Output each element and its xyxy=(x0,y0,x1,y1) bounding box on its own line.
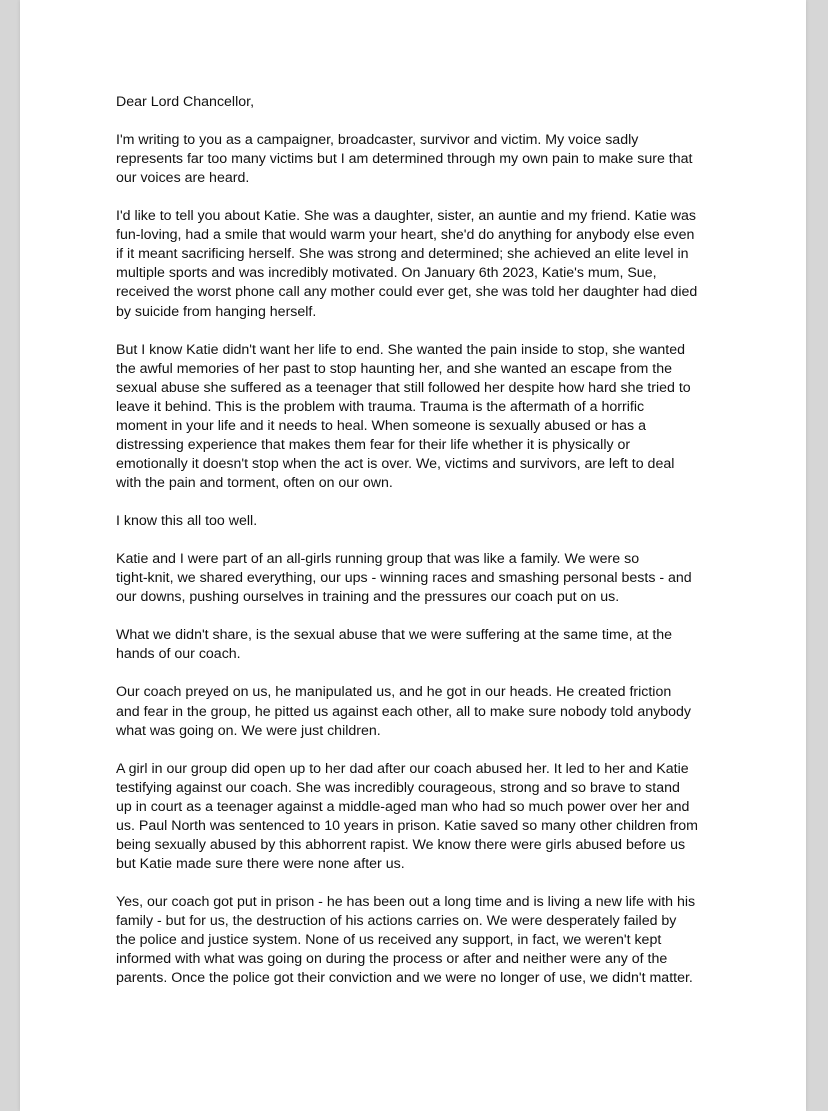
paragraph-line: I know this all too well. xyxy=(116,513,258,530)
paragraph-line: A girl in our group did open up to her dad after our coach abused her. It led to her and Katie xyxy=(116,760,689,777)
paragraph-line: received the worst phone call any mother could ever get, she was told her daughter had died xyxy=(116,284,698,301)
paragraph-line: the awful memories of her past to stop haunting her, and she wanted an escape from the xyxy=(116,360,673,377)
paragraph-line: if it meant sacrificing herself. She was strong and determined; she achieved an elite level in xyxy=(116,246,689,263)
paragraph-line: but Katie made sure there were none after us. xyxy=(116,855,405,872)
paragraph-line: and fear in the group, he pitted us against each other, all to make sure nobody told anybody xyxy=(116,703,691,720)
paragraph-line: leave it behind. This is the problem with trauma. Trauma is the aftermath of a horrific xyxy=(116,398,645,415)
paragraph xyxy=(116,131,728,188)
letter-page xyxy=(20,0,806,1111)
paragraph-line: tight-knit, we shared everything, our ups - winning races and smashing personal bests - and xyxy=(116,570,692,587)
paragraph-line: our voices are heard. xyxy=(116,170,250,187)
paragraph-line: with the pain and torment, often on our own. xyxy=(116,474,393,491)
paragraph xyxy=(116,550,728,607)
paragraph xyxy=(116,207,728,321)
paragraph-line: moment in your life and it needs to heal. When someone is sexually abused or has a xyxy=(116,417,646,434)
paragraph-line: being sexually abused by this abhorrent rapist. We know there were girls abused before us xyxy=(116,836,686,853)
paragraph-line: Yes, our coach got put in prison - he has been out a long time and is living a new life with his xyxy=(116,893,696,910)
paragraph-line: emotionally it doesn't stop when the act is over. We, victims and survivors, are left to deal xyxy=(116,455,675,472)
paragraph xyxy=(116,512,728,531)
paragraph-line: Katie and I were part of an all-girls running group that was like a family. We were so xyxy=(116,551,640,568)
paragraph-line: I'd like to tell you about Katie. She was a daughter, sister, an auntie and my friend. Katie was xyxy=(116,208,697,225)
paragraph-line: represents far too many victims but I am determined through my own pain to make sure that xyxy=(116,151,693,168)
paragraph-line: fun-loving, had a smile that would warm your heart, she'd do anything for anybody else even xyxy=(116,227,695,244)
paragraph xyxy=(116,760,728,874)
paragraphs xyxy=(116,131,728,988)
letter-body xyxy=(116,93,728,1007)
paragraph-line: Our coach preyed on us, he manipulated us, and he got in our heads. He created friction xyxy=(116,684,672,701)
paragraph-line: up in court as a teenager against a middle-aged man who had so much power over her and xyxy=(116,798,690,815)
paragraph-line: by suicide from hanging herself. xyxy=(116,303,317,320)
paragraph-line: family - but for us, the destruction of his actions carries on. We were desperately failed by xyxy=(116,913,677,930)
paragraph-line: hands of our coach. xyxy=(116,646,241,663)
paragraph xyxy=(116,341,728,493)
paragraph-line: us. Paul North was sentenced to 10 years in prison. Katie saved so many other children from xyxy=(116,817,698,834)
paragraph-line: I'm writing to you as a campaigner, broadcaster, survivor and victim. My voice sadly xyxy=(116,132,639,149)
paragraph-line: distressing experience that makes them fear for their life whether it is physically or xyxy=(116,436,631,453)
paragraph-line: multiple sports and was incredibly motivated. On January 6th 2023, Katie's mum, Sue, xyxy=(116,265,657,282)
paragraph-line: But I know Katie didn't want her life to end. She wanted the pain inside to stop, she wanted xyxy=(116,341,685,358)
paragraph-line: What we didn't share, is the sexual abuse that we were suffering at the same time, at the xyxy=(116,627,673,644)
paragraph xyxy=(116,893,728,988)
paragraph-line: parents. Once the police got their conviction and we were no longer of use, we didn't matter. xyxy=(116,970,693,987)
paragraph-line: what was going on. We were just children. xyxy=(116,722,381,739)
paragraph-line: our downs, pushing ourselves in training and the pressures our coach put on us. xyxy=(116,589,620,606)
paragraph-line: the police and justice system. None of us received any support, in fact, we weren't kept xyxy=(116,932,662,949)
paragraph-line: testifying against our coach. She was incredibly courageous, strong and so brave to stand xyxy=(116,779,680,796)
salutation: Dear Lord Chancellor, xyxy=(116,94,255,110)
paragraph-line: informed with what was going on during the process or after and neither were any of the xyxy=(116,951,668,968)
paragraph-line: sexual abuse she suffered as a teenager that still followed her despite how hard she tried to xyxy=(116,379,691,396)
paragraph xyxy=(116,683,728,740)
paragraph xyxy=(116,626,728,664)
